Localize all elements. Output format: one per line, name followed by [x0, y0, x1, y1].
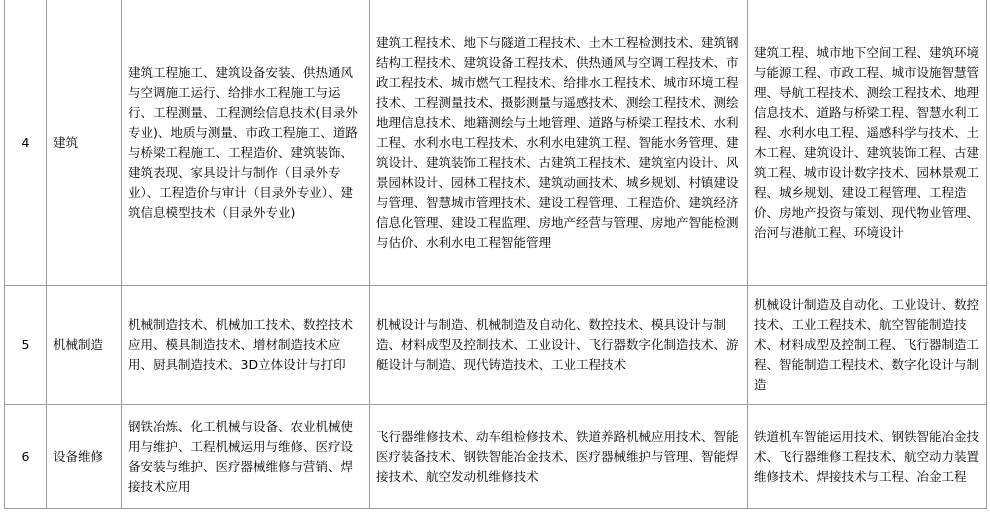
- table-row: [5, 405, 987, 509]
- category-name: 机械制造: [47, 286, 122, 405]
- row-number: 5: [5, 286, 47, 405]
- undergraduate-vocational-majors: 铁道机车智能运用技术、钢铁智能冶金技术、飞行器维修工程技术、航空动力装置维修技术、焊接技术与工程、冶金工程: [748, 405, 987, 509]
- higher-vocational-majors: 飞行器维修技术、动车组检修技术、铁道养路机械应用技术、智能医疗装备技术、钢铁智能冶金技术、医疗器械维护与管理、智能焊接技术、航空发动机维修技术: [370, 405, 748, 509]
- secondary-vocational-majors: 钢铁冶炼、化工机械与设备、农业机械使用与维护、工程机械运用与维修、医疗设备安装与维护、医疗器械维修与营销、焊接技术应用: [122, 405, 370, 509]
- higher-vocational-majors: 建筑工程技术、地下与隧道工程技术、土木工程检测技术、建筑钢结构工程技术、建筑设备工程技术、供热通风与空调工程技术、市政工程技术、城市燃气工程技术、给排水工程技术、城市环境工程技术、工程测量技术、摄影测量与遥感技术、测绘工程技术、测绘地理信息技术、地籍测绘与土地管理、道路与桥梁工程技术、水利工程、水利水电工程技术、水利水电建筑工程、智能水务管理、建筑设计、建筑装饰工程技术、古建筑工程技术、建筑室内设计、风景园林设计、园林工程技术、建筑动画技术、城乡规划、村镇建设与管理、智慧城市管理技术、建设工程管理、工程造价、建筑经济信息化管理、建设工程监理、房地产经营与管理、房地产智能检测与估价、水利水电工程智能管理: [370, 0, 748, 286]
- row-number: 6: [5, 405, 47, 509]
- table-row: [5, 286, 987, 405]
- secondary-vocational-majors: 建筑工程施工、建筑设备安装、供热通风与空调施工运行、给排水工程施工与运行、工程测量、工程测绘信息技术(目录外专业)、地质与测量、市政工程施工、道路与桥梁工程施工、工程造价、建筑装饰、建筑表现、家具设计与制作（目录外专业）、工程造价与审计（目录外专业）、建筑信息模型技术（目录外专业): [122, 0, 370, 286]
- category-name: 建筑: [47, 0, 122, 286]
- major-catalog-table: [4, 0, 987, 509]
- category-name: 设备维修: [47, 405, 122, 509]
- secondary-vocational-majors: 机械制造技术、机械加工技术、数控技术应用、模具制造技术、增材制造技术应用、厨具制造技术、3D立体设计与打印: [122, 286, 370, 405]
- higher-vocational-majors: 机械设计与制造、机械制造及自动化、数控技术、模具设计与制造、材料成型及控制技术、工业设计、飞行器数字化制造技术、游艇设计与制造、现代铸造技术、工业工程技术: [370, 286, 748, 405]
- undergraduate-vocational-majors: 建筑工程、城市地下空间工程、建筑环境与能源工程、市政工程、城市设施智慧管理、导航工程技术、测绘工程技术、地理信息技术、道路与桥梁工程、智慧水利工程、水利水电工程、遥感科学与技术、土木工程、建筑设计、建筑装饰工程、古建筑工程、城市设计数字技术、园林景观工程、城乡规划、建设工程管理、工程造价、房地产投资与策划、现代物业管理、治河与港航工程、环境设计: [748, 0, 987, 286]
- row-number: 4: [5, 0, 47, 286]
- table-row: [5, 0, 987, 286]
- undergraduate-vocational-majors: 机械设计制造及自动化、工业设计、数控技术、工业工程技术、航空智能制造技术、材料成型及控制工程、飞行器制造工程、智能制造工程技术、数字化设计与制造: [748, 286, 987, 405]
